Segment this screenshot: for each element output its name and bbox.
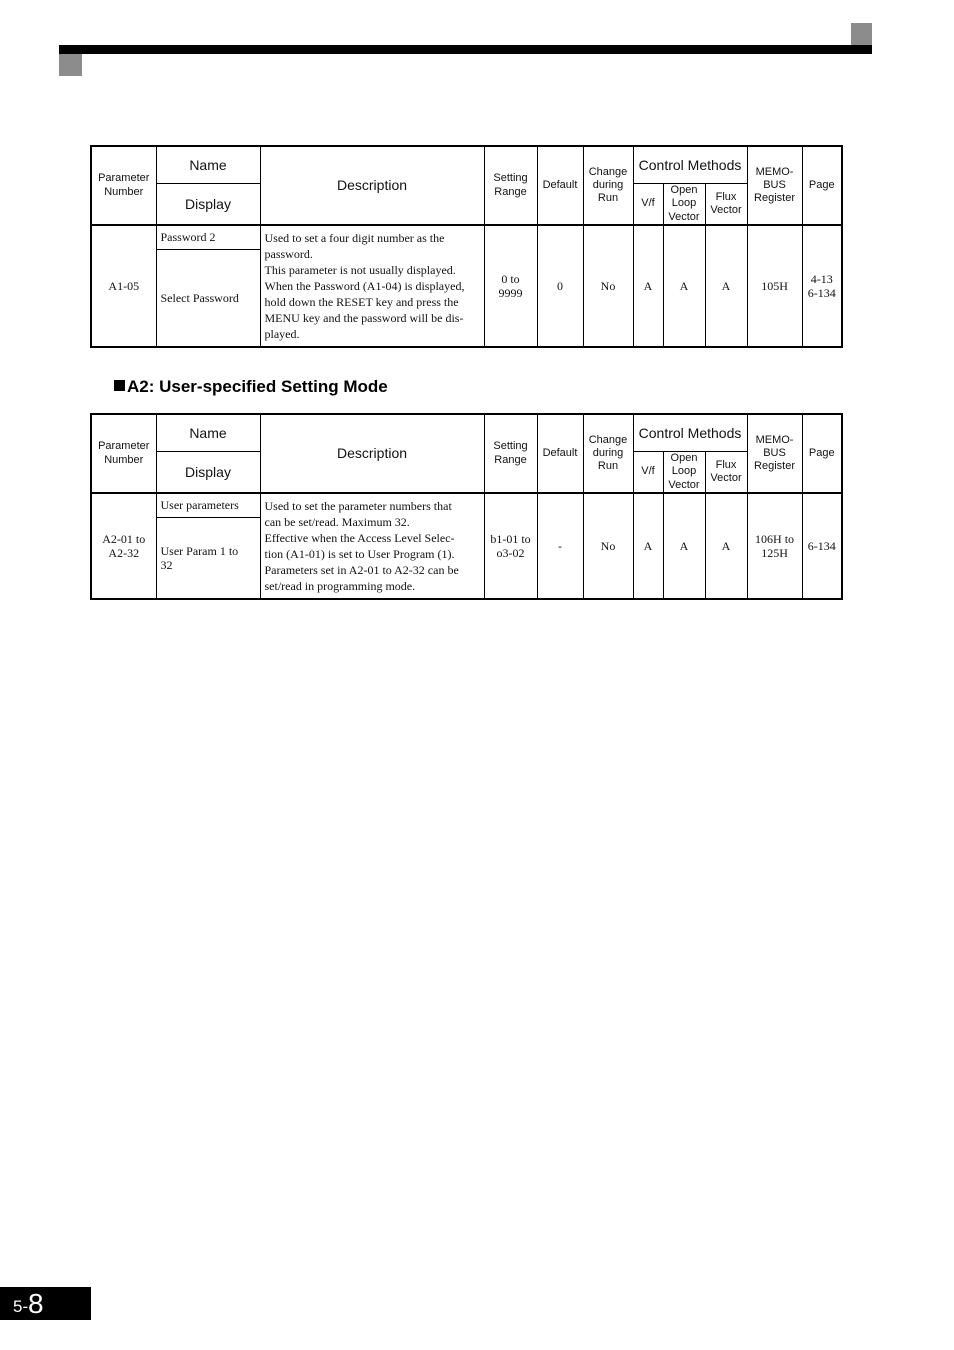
cell-page: 6-134 (802, 493, 842, 599)
col-page: Page (802, 414, 842, 493)
header-square-left (59, 54, 82, 76)
cell-change-during-run: No (583, 225, 633, 347)
col-default: Default (537, 414, 583, 493)
section-title: A2: User-specified Setting Mode (114, 377, 388, 397)
col-memobus-register: MEMO-BUS Register (747, 146, 802, 225)
col-param-number: Parameter Number (91, 414, 156, 493)
cell-flux-vector: A (705, 493, 747, 599)
table-row (91, 493, 842, 518)
col-param-number: Parameter Number (91, 146, 156, 225)
cell-page: 4-13 6-134 (802, 225, 842, 347)
cell-flux-vector: A (705, 225, 747, 347)
cell-name: Password 2 (156, 225, 260, 249)
cell-vf: A (633, 493, 663, 599)
header-square-right (851, 23, 872, 45)
cell-open-loop-vector: A (663, 493, 705, 599)
col-setting-range: Setting Range (484, 146, 537, 225)
header-rule (59, 45, 872, 54)
col-description: Description (260, 414, 484, 493)
cell-name: User parameters (156, 493, 260, 518)
page-number: 8 (28, 1288, 44, 1319)
page-number-tab (0, 1287, 91, 1320)
table-row (91, 225, 842, 249)
cell-setting-range: 0 to 9999 (484, 225, 537, 347)
col-open-loop-vector: Open Loop Vector (663, 452, 705, 494)
col-setting-range: Setting Range (484, 414, 537, 493)
cell-vf: A (633, 225, 663, 347)
cell-memobus-register: 106H to 125H (747, 493, 802, 599)
cell-display: Select Password (156, 249, 260, 347)
cell-description: Used to set a four digit number as the password. This parameter is not usually displayed. When the Password (A1-04) is displayed, hold down the RESET key and press the MENU key and the password will be dis- played. (260, 225, 484, 347)
cell-default: - (537, 493, 583, 599)
col-memobus-register: MEMO-BUS Register (747, 414, 802, 493)
col-description: Description (260, 146, 484, 225)
cell-param-number: A1-05 (91, 225, 156, 347)
col-name: Name (156, 414, 260, 452)
col-control-methods: Control Methods (633, 414, 747, 452)
col-name: Name (156, 146, 260, 184)
parameter-table-a2 (90, 413, 843, 600)
square-bullet-icon (114, 380, 125, 391)
col-display: Display (156, 184, 260, 226)
cell-display: User Param 1 to 32 (156, 518, 260, 599)
cell-param-number: A2-01 to A2-32 (91, 493, 156, 599)
col-flux-vector: Flux Vector (705, 184, 747, 226)
col-control-methods: Control Methods (633, 146, 747, 184)
cell-default: 0 (537, 225, 583, 347)
cell-open-loop-vector: A (663, 225, 705, 347)
chapter-number: 5- (13, 1297, 29, 1316)
col-display: Display (156, 452, 260, 494)
col-change-during-run: Change during Run (583, 414, 633, 493)
cell-change-during-run: No (583, 493, 633, 599)
col-vf: V/f (633, 184, 663, 226)
col-open-loop-vector: Open Loop Vector (663, 184, 705, 226)
col-flux-vector: Flux Vector (705, 452, 747, 494)
parameter-table-a1-05 (90, 145, 843, 348)
col-page: Page (802, 146, 842, 225)
col-change-during-run: Change during Run (583, 146, 633, 225)
cell-memobus-register: 105H (747, 225, 802, 347)
col-default: Default (537, 146, 583, 225)
cell-setting-range: b1-01 to o3-02 (484, 493, 537, 599)
col-vf: V/f (633, 452, 663, 494)
cell-description: Used to set the parameter numbers that can be set/read. Maximum 32. Effective when the Access Level Selec- tion (A1-01) is set to User Program (1). Parameters set in A2-01 to A2-32 can be set/read in programming mode. (260, 493, 484, 599)
